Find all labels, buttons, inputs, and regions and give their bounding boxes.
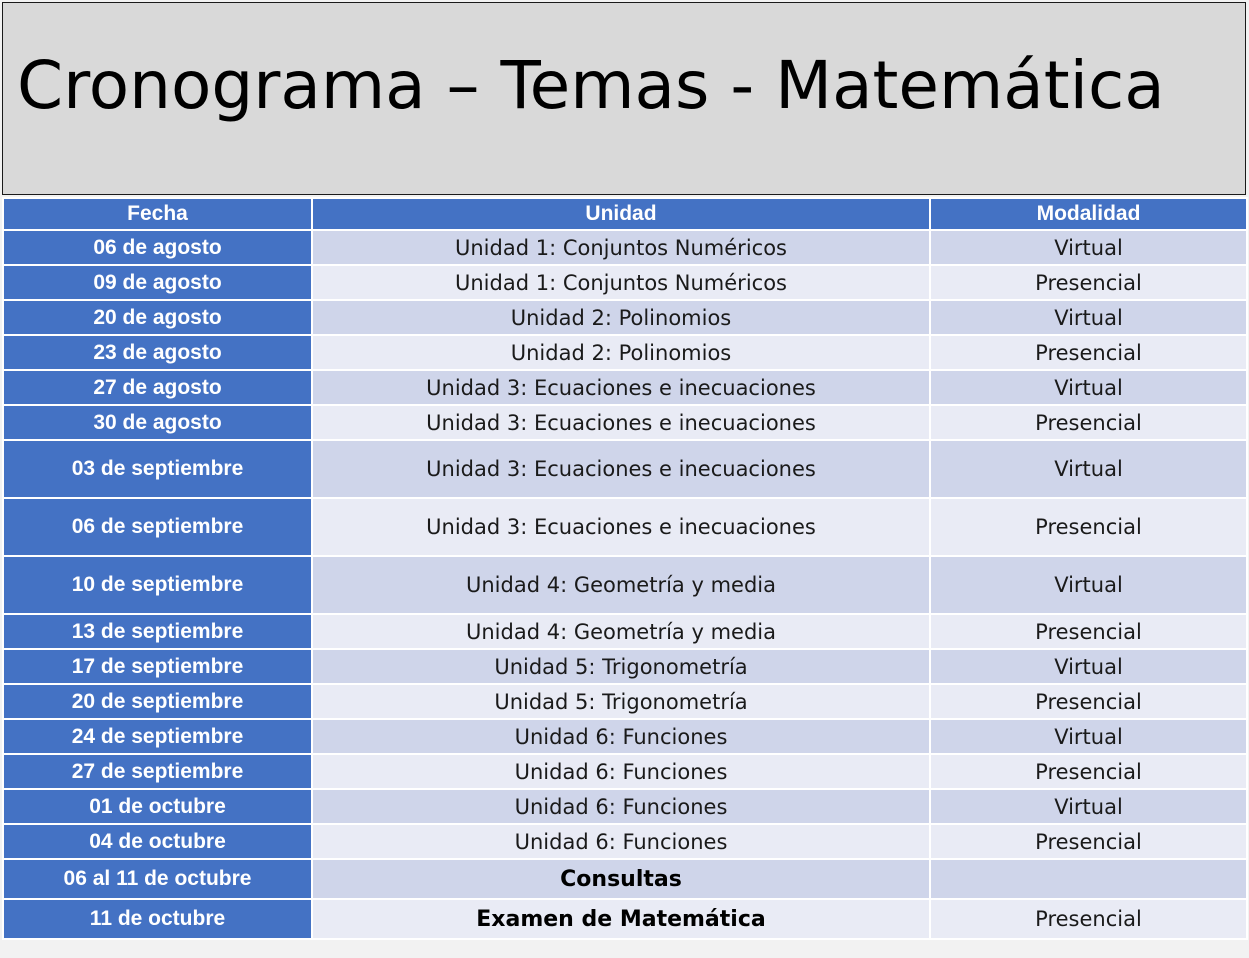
cell-modalidad: Presencial (930, 684, 1247, 719)
cell-unidad: Examen de Matemática (312, 899, 930, 939)
page-title: Cronograma – Temas - Matemática (17, 47, 1165, 124)
cell-unidad: Unidad 3: Ecuaciones e inecuaciones (312, 370, 930, 405)
cell-modalidad: Presencial (930, 498, 1247, 556)
cell-fecha: 30 de agosto (3, 405, 312, 440)
table-row (3, 754, 1247, 789)
cell-fecha: 10 de septiembre (3, 556, 312, 614)
cell-modalidad: Virtual (930, 300, 1247, 335)
cell-modalidad (930, 859, 1247, 899)
cell-fecha: 06 de agosto (3, 230, 312, 265)
cell-unidad: Unidad 6: Funciones (312, 754, 930, 789)
cell-modalidad: Presencial (930, 265, 1247, 300)
cell-modalidad: Presencial (930, 824, 1247, 859)
cell-unidad: Unidad 5: Trigonometría (312, 649, 930, 684)
cell-modalidad: Presencial (930, 405, 1247, 440)
cell-fecha: 09 de agosto (3, 265, 312, 300)
cell-unidad: Unidad 2: Polinomios (312, 300, 930, 335)
cell-modalidad: Virtual (930, 789, 1247, 824)
cell-unidad: Unidad 2: Polinomios (312, 335, 930, 370)
cell-unidad: Unidad 3: Ecuaciones e inecuaciones (312, 440, 930, 498)
cell-unidad: Unidad 6: Funciones (312, 824, 930, 859)
cell-fecha: 04 de octubre (3, 824, 312, 859)
table-row (3, 335, 1247, 370)
cell-modalidad: Virtual (930, 719, 1247, 754)
cell-unidad: Unidad 1: Conjuntos Numéricos (312, 230, 930, 265)
cell-unidad: Consultas (312, 859, 930, 899)
table-row (3, 300, 1247, 335)
cell-fecha: 24 de septiembre (3, 719, 312, 754)
cell-modalidad: Virtual (930, 440, 1247, 498)
table-row (3, 824, 1247, 859)
cell-fecha: 17 de septiembre (3, 649, 312, 684)
cell-unidad: Unidad 3: Ecuaciones e inecuaciones (312, 405, 930, 440)
header-unidad: Unidad (312, 198, 930, 230)
cell-modalidad: Presencial (930, 614, 1247, 649)
table-row (3, 614, 1247, 649)
cell-unidad: Unidad 5: Trigonometría (312, 684, 930, 719)
table-header-row (3, 198, 1247, 230)
table-row (3, 789, 1247, 824)
cell-unidad: Unidad 1: Conjuntos Numéricos (312, 265, 930, 300)
cell-modalidad: Virtual (930, 370, 1247, 405)
cell-unidad: Unidad 4: Geometría y media (312, 556, 930, 614)
table-row (3, 498, 1247, 556)
table-row (3, 556, 1247, 614)
cell-fecha: 01 de octubre (3, 789, 312, 824)
cell-fecha: 20 de agosto (3, 300, 312, 335)
table-row (3, 719, 1247, 754)
cell-modalidad: Virtual (930, 230, 1247, 265)
cell-fecha: 03 de septiembre (3, 440, 312, 498)
header-modalidad: Modalidad (930, 198, 1247, 230)
table-row (3, 649, 1247, 684)
cell-fecha: 20 de septiembre (3, 684, 312, 719)
table-row (3, 230, 1247, 265)
table-row (3, 684, 1247, 719)
cell-fecha: 27 de agosto (3, 370, 312, 405)
header-fecha: Fecha (3, 198, 312, 230)
cell-modalidad: Virtual (930, 556, 1247, 614)
cell-fecha: 13 de septiembre (3, 614, 312, 649)
cell-unidad: Unidad 6: Funciones (312, 789, 930, 824)
cell-modalidad: Presencial (930, 754, 1247, 789)
table-row (3, 265, 1247, 300)
cell-fecha: 23 de agosto (3, 335, 312, 370)
table-row (3, 440, 1247, 498)
cell-fecha: 27 de septiembre (3, 754, 312, 789)
cell-fecha: 11 de octubre (3, 899, 312, 939)
cell-unidad: Unidad 4: Geometría y media (312, 614, 930, 649)
table-row (3, 899, 1247, 939)
cell-fecha: 06 al 11 de octubre (3, 859, 312, 899)
table-row (3, 405, 1247, 440)
cell-modalidad: Virtual (930, 649, 1247, 684)
cell-unidad: Unidad 6: Funciones (312, 719, 930, 754)
title-box (2, 2, 1246, 195)
schedule-table (2, 197, 1248, 940)
cell-modalidad: Presencial (930, 335, 1247, 370)
cell-fecha: 06 de septiembre (3, 498, 312, 556)
table-row (3, 859, 1247, 899)
cell-modalidad: Presencial (930, 899, 1247, 939)
table-row (3, 370, 1247, 405)
cell-unidad: Unidad 3: Ecuaciones e inecuaciones (312, 498, 930, 556)
